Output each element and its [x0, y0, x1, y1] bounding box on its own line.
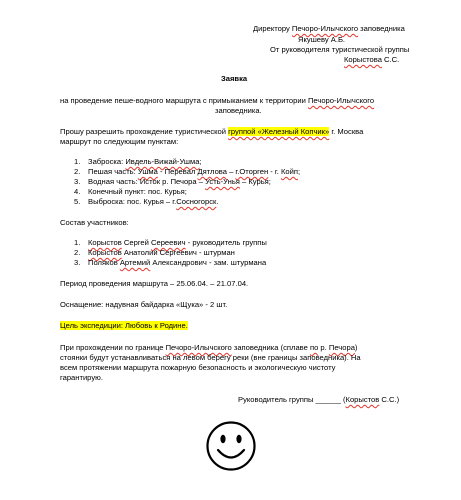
member-item-segment: Поляков	[88, 258, 120, 267]
route-item-segment: ;	[199, 157, 202, 166]
signature-line	[238, 395, 399, 404]
closing-line-segment: гарантирую.	[60, 373, 103, 382]
addressee-line-2: Якушеву А.Б.	[298, 35, 346, 44]
signature-prefix: Руководитель группы ______ (	[238, 395, 346, 404]
closing-line	[60, 343, 361, 353]
route-item-number: 2.	[74, 167, 81, 176]
expedition-goal-text: Цель экспедиции: Любовь к Родине.	[60, 321, 188, 330]
signature-suffix: С.С.)	[379, 395, 400, 404]
member-item	[74, 248, 267, 258]
closing-line-segment: Печора	[328, 343, 355, 352]
subtitle-reserve-name: Печоро-Илычского	[307, 96, 375, 105]
route-period: Период проведения маршрута – 25.06.04. – 21.07.04.	[60, 279, 249, 288]
closing-line	[60, 373, 361, 383]
route-item	[74, 197, 300, 207]
intro-city: г. Москва	[329, 127, 364, 136]
addressee-prefix: Директору	[253, 24, 292, 33]
addressee-sender-name: Корыстова	[344, 55, 382, 64]
closing-line-segment: р.	[318, 343, 329, 352]
signature-name: Корыстов	[345, 395, 380, 404]
route-item-segment: г.Оторген	[235, 167, 269, 176]
member-item-segment: Корыстов	[88, 238, 122, 247]
member-item	[74, 238, 267, 248]
route-item-segment: Выброска: пос. Курья – г.	[88, 197, 177, 206]
member-item-segment: Анатолий Сергеевич - штурман	[121, 248, 235, 257]
closing-paragraph	[60, 343, 361, 383]
route-item	[74, 177, 300, 187]
member-item-text	[88, 248, 235, 257]
route-item	[74, 187, 300, 197]
member-item-number: 2.	[74, 248, 81, 257]
route-item	[74, 157, 300, 167]
route-item-number: 1.	[74, 157, 81, 166]
addressee-sender-initials: С.С.	[381, 55, 400, 64]
route-list	[74, 157, 300, 207]
member-item-segment: Корыстов	[88, 248, 122, 257]
closing-line-segment: всем протяжении маршрута пожарную безопасность и экологическую чистоту	[60, 363, 336, 372]
closing-line-segment: заповедника (сплаве	[231, 343, 310, 352]
route-item-segment: - г.	[268, 167, 281, 176]
route-item-segment: - Перевал	[157, 167, 198, 176]
route-item-segment: –	[226, 167, 236, 176]
addressee-line-1	[253, 24, 405, 33]
members-heading: Состав участников:	[60, 218, 129, 227]
route-item-segment: ;	[297, 167, 301, 176]
member-item-number: 1.	[74, 238, 81, 247]
member-item-segment: Сереевич	[151, 238, 186, 247]
subtitle-line-2: заповедника.	[215, 106, 262, 115]
closing-line-segment: )	[354, 343, 358, 352]
intro-line-2: маршрут по следующим пунктам:	[60, 137, 179, 146]
closing-line-segment: по	[309, 343, 319, 352]
addressee-line-3: От руководителя туристической группы	[270, 45, 410, 54]
expedition-goal	[60, 321, 188, 330]
route-item-segment: Водная часть: Исток р. Печора –	[88, 177, 206, 186]
intro-line-1	[60, 127, 363, 136]
route-item-segment: Заброска:	[88, 157, 126, 166]
route-item-segment: – Курья;	[239, 177, 271, 186]
route-item	[74, 167, 300, 177]
member-item-number: 3.	[74, 258, 81, 267]
route-item-segment: Пешая часть:	[88, 167, 138, 176]
route-item-number: 4.	[74, 187, 81, 196]
route-item-segment: Койп	[280, 167, 298, 176]
route-item-text	[88, 187, 187, 196]
route-item-segment: Ушма	[137, 167, 158, 176]
member-item-text	[88, 258, 266, 267]
intro-text: Прошу разрешить прохождение туристической	[60, 127, 229, 136]
addressee-suffix: заповедника	[358, 24, 405, 33]
route-item-segment: Конечный пункт: пос. Курья;	[88, 187, 187, 196]
route-item-segment: Ивдель-Вижай-Ушма	[125, 157, 200, 166]
route-item-segment: Усть-Унья	[205, 177, 240, 186]
closing-line-segment: При прохождении по границе	[60, 343, 166, 352]
member-item-text	[88, 238, 267, 247]
group-name-highlight: группой «Железный Копчик»	[228, 127, 330, 136]
member-item-segment: - руководитель группы	[185, 238, 267, 247]
member-item-segment: Александрович - зам. штурмана	[150, 258, 267, 267]
closing-line-segment: Печоро-Илычского	[165, 343, 232, 352]
route-item-segment: Дятлова	[197, 167, 227, 176]
route-item-number: 5.	[74, 197, 81, 206]
equipment: Оснащение: надувная байдарка «Щука» - 2 шт.	[60, 300, 228, 309]
addressee-line-4	[344, 55, 399, 64]
subtitle-line-1	[60, 96, 374, 105]
member-item	[74, 258, 267, 268]
addressee-reserve-name: Печоро-Илычского	[291, 24, 359, 33]
member-item-segment: Артемий	[119, 258, 151, 267]
document-title: Заявка	[221, 74, 248, 83]
route-item-text	[88, 177, 271, 186]
route-item-text	[88, 167, 300, 176]
route-item-segment: .	[216, 197, 219, 206]
route-item-segment: Сосногорск	[176, 197, 217, 206]
route-item-number: 3.	[74, 177, 81, 186]
closing-line	[60, 353, 361, 363]
closing-line	[60, 363, 361, 373]
route-item-text	[88, 157, 202, 166]
subtitle-text: на проведение пеше-водного маршрута с примыканием к территории	[60, 96, 308, 105]
member-item-segment: Сергей	[121, 238, 151, 247]
closing-line-segment: стоянки будут устанавливаться на левом берегу реки (вне границы заповедника). На	[60, 353, 361, 362]
route-item-text	[88, 197, 218, 206]
members-list	[74, 238, 267, 268]
smiley-face-icon	[205, 420, 257, 472]
